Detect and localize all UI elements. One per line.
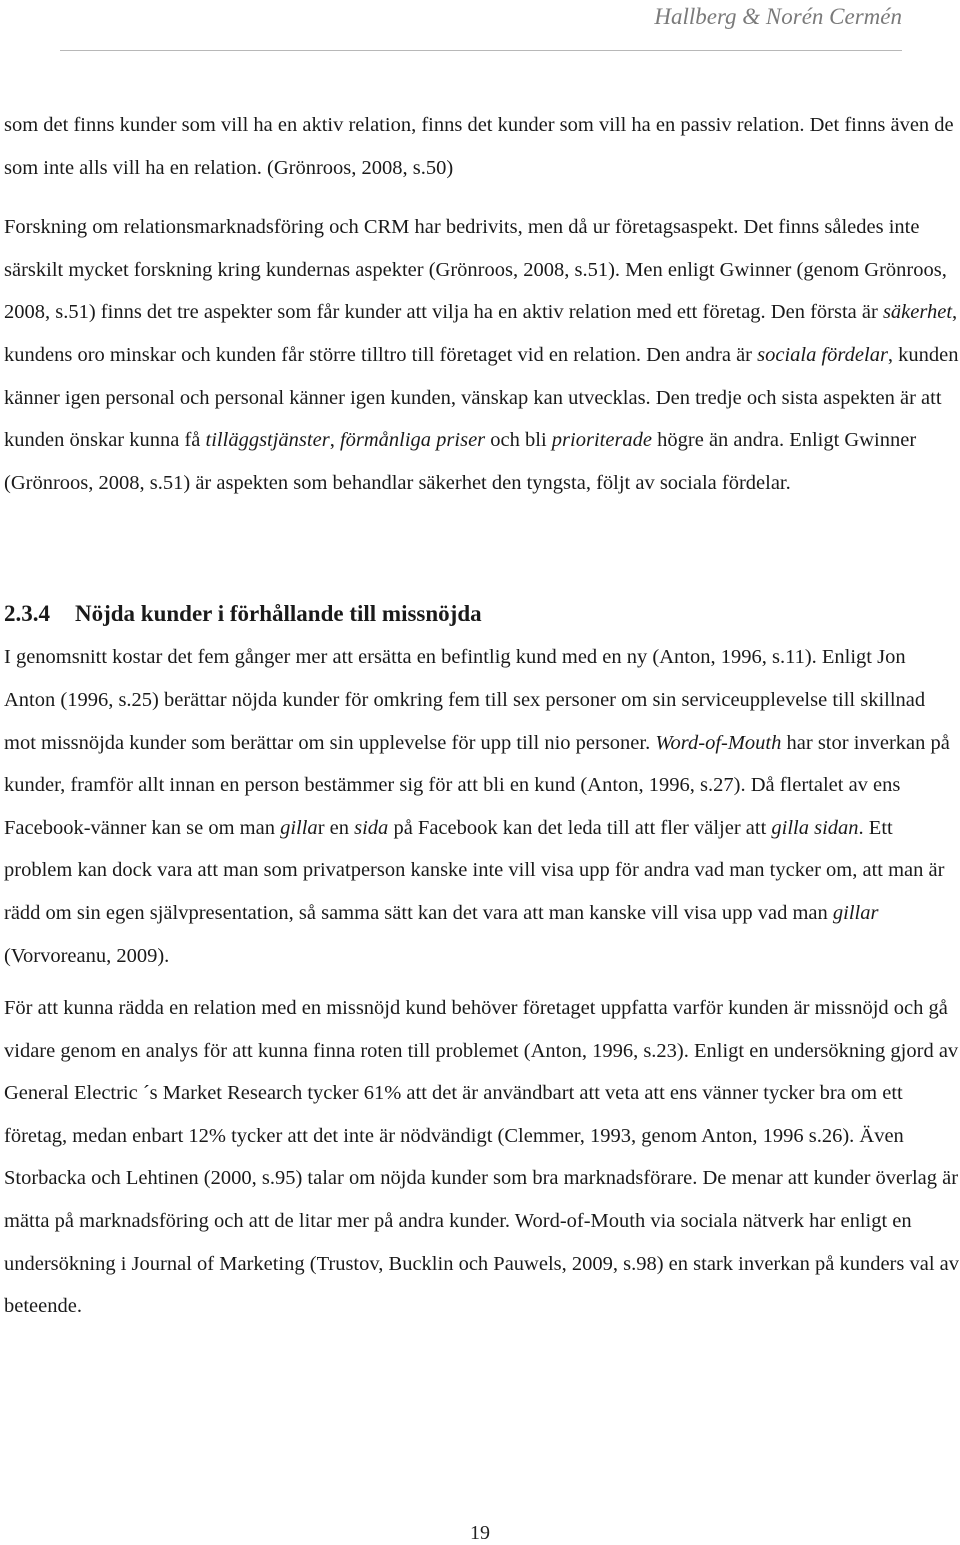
text-run: har stor inverkan på kunder, framför allt innan en person bestämmer sig för att bli en kund (Anton, 1996, s.27). Då flertalet av ens Facebook-vänner kan se om man	[4, 731, 950, 839]
text-run: , kunden känner igen personal och personal känner igen kunden, vänskap kan utvecklas. Den tredje och sista aspekten är att kunden önskar kunna få	[4, 343, 959, 452]
italic-term-formanliga-priser: förmånliga priser	[339, 429, 486, 452]
paragraph-spacer	[4, 977, 959, 987]
italic-term-sociala-fordelar: sociala fördelar	[757, 343, 888, 366]
paragraph-dissatisfied-customers: För att kunna rädda en relation med en missnöjd kund behöver företaget uppfatta varför kunden är missnöjd och gå vidare genom en analys för att kunna finna roten till problemet (Anton, 1996, s.23). Enligt en undersökning gjord av General Electric ´s Market Research tycker 61% att det är användbart att veta att ens vänner tycker bra om ett företag, medan enbart 12% tycker att det inte är nödvändigt (Clemmer, 1993, genom Anton, 1996 s.26). Även Storbacka och Lehtinen (2000, s.95) talar om nöjda kunder som bra marknadsförare. De menar att kunder överlag är mätta på marknadsföring och att de litar mer på andra kunder. Word-of-Mouth via sociala nätverk har enligt en undersökning i Journal of Marketing (Trustov, Bucklin och Pauwels, 2009, s.98) en stark inverkan på kunders val av beteende.	[4, 997, 959, 1318]
text-run: Forskning om relationsmarknadsföring och CRM har bedrivits, men då ur företagsaspekt. Det finns således inte särskilt mycket forskning kring kundernas aspekter (Grönroos, 2008, s.51). Men enligt Gwinner (genom Grönroos, 2008, s.51) finns det tre aspekter som får kunder att vilja ha en aktiv relation med ett företag. Den första är	[4, 216, 947, 324]
header-divider	[60, 50, 902, 51]
paragraph-gwinner-aspects	[4, 206, 959, 504]
text-run: (Vorvoreanu, 2009).	[4, 944, 170, 967]
italic-term-prioriterade: prioriterade	[551, 429, 653, 452]
italic-term-word-of-mouth: Word-of-Mouth	[655, 731, 782, 754]
page-header	[0, 0, 960, 52]
section-title: Nöjda kunder i förhållande till missnöjda	[75, 601, 482, 627]
italic-term-gillar: gillar	[832, 901, 879, 924]
section-heading	[4, 596, 959, 632]
italic-term-sida: sida	[354, 816, 389, 839]
page-number: 19	[470, 1522, 490, 1544]
text-run: . Ett problem kan dock vara att man som privatperson kanske inte vill visa upp för andra vad man tycker om, att man är rädd om sin egen självpresentation, så samma sätt kan det vara att man kanske vill visa upp vad man	[4, 816, 945, 924]
italic-term-sakerhet: säkerhet	[882, 301, 953, 324]
text-run: ,	[329, 429, 340, 452]
text-run: högre än andra. Enligt Gwinner (Grönroos, 2008, s.51) är aspekten som behandlar säkerhet den tyngsta, följt av sociala fördelar.	[4, 429, 917, 494]
italic-term-gilla-sidan: gilla sidan	[771, 816, 859, 839]
text-run: I genomsnitt kostar det fem gånger mer att ersätta en befintlig kund med en ny (Anton, 1996, s.11). Enligt Jon Anton (1996, s.25) berättar nöjda kunder för omkring fem till sex personer om sin serviceupplevelse till skillnad mot missnöjda kunder som berättar om sin upplevelse för upp till nio personer.	[4, 646, 926, 754]
paragraph-relation-types: som det finns kunder som vill ha en aktiv relation, finns det kunder som vill ha en passiv relation. Det finns även de som inte alls vill ha en relation. (Grönroos, 2008, s.50)	[4, 114, 954, 179]
italic-term-gilla: gilla	[280, 816, 318, 839]
text-run: och bli	[485, 429, 552, 452]
section-number: 2.3.4	[4, 601, 50, 627]
paragraph-satisfied-customers	[4, 636, 959, 977]
text-run: på Facebook kan det leda till att fler väljer att	[388, 816, 772, 839]
text-run: , kundens oro minskar och kunden får större tilltro till företaget vid en relation. Den andra är	[4, 301, 958, 366]
italic-term-tillaggstjanster: tilläggstjänster	[205, 429, 330, 452]
text-run: r en	[317, 816, 355, 839]
page-body	[4, 104, 959, 1336]
running-header-title: Hallberg & Norén Cermén	[654, 4, 902, 29]
